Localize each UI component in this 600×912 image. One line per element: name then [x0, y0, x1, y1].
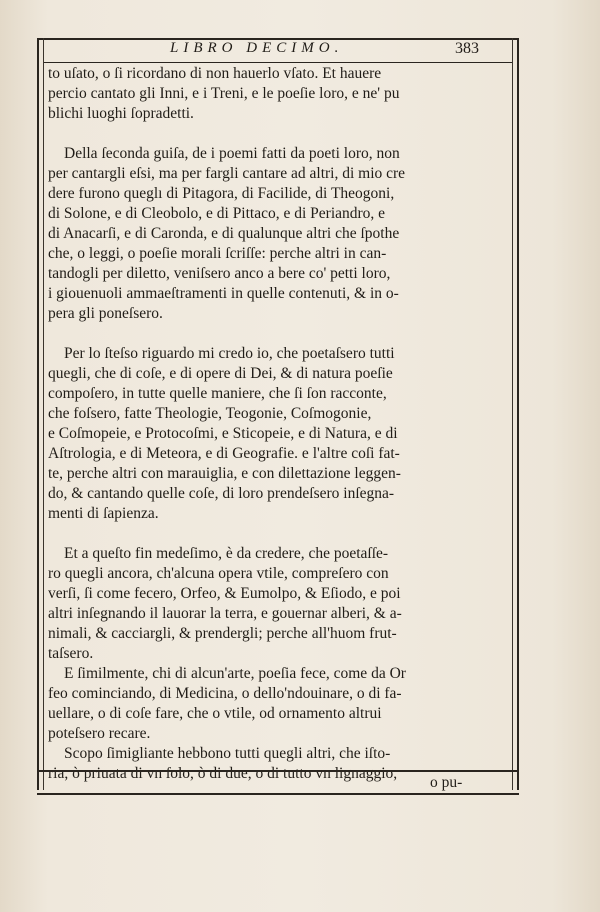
text-line: feo cominciando, di Medicina, o dello'ndouinare, o di fa-: [48, 685, 402, 702]
text-line: menti di ſapienza.: [48, 505, 159, 522]
text-line: taſsero.: [48, 645, 94, 662]
paragraph: [48, 544, 512, 664]
text-line: Aſtrologia, e di Meteora, e di Geografie. e l'altre coſi fat-: [48, 445, 400, 462]
paragraph-gap: [48, 124, 512, 144]
body-text: [48, 64, 512, 784]
text-line: i giouenuoli ammaeſtramenti in quelle contenuti, & in o-: [48, 285, 399, 302]
text-line: quegli, che di coſe, e di opere di Dei, & di natura poeſie: [48, 365, 393, 382]
text-line: to uſato, o ſi ricordano di non hauerlo vſato. Et hauere: [48, 65, 382, 82]
bottom-rule: [37, 770, 519, 772]
paragraph: [48, 664, 512, 744]
text-line: do, & cantando quelle coſe, di loro prendeſsero inſegna-: [48, 485, 395, 502]
text-line: ro quegli ancora, ch'alcuna opera vtile, compreſero con: [48, 565, 389, 582]
text-line: e Coſmopeie, e Protocoſmi, e Sticopeie, e di Natura, e di: [48, 425, 398, 442]
paragraph-gap: [48, 324, 512, 344]
text-line: percio cantato gli Inni, e i Treni, e le poeſie loro, e ne' pu: [48, 85, 400, 102]
running-head: LIBRO DECIMO.: [170, 40, 344, 56]
text-line: uellare, o di coſe fare, che o vtile, od ornamento altrui: [48, 705, 382, 722]
text-line: blichi luoghi ſopradetti.: [48, 105, 194, 122]
paragraph-gap: [48, 524, 512, 544]
text-line: Et a queſto fin medeſimo, è da credere, che poetaſſe-: [64, 545, 389, 562]
paragraph: [48, 64, 512, 124]
text-line: per cantargli eſsi, ma per fargli cantare ad altri, di mio cre: [48, 165, 406, 182]
text-line: che, o leggi, o poeſie morali ſcriſſe: perche altri in can-: [48, 245, 387, 262]
text-line: Della ſeconda guiſa, de i poemi fatti da poeti loro, non: [64, 145, 400, 162]
text-line: ria, ò priuata di vn ſolo, ò di due, o di tutto vn lignaggio,: [48, 765, 398, 782]
text-line: tandogli per diletto, veniſsero anco a bere co' petti loro,: [48, 265, 391, 282]
bottom-rule-outer: [37, 793, 519, 795]
text-line: che foſsero, fatte Theologie, Teogonie, Coſmogonie,: [48, 405, 372, 422]
text-line: compoſero, in tutte quelle maniere, che ſi ſon racconte,: [48, 385, 387, 402]
paragraph: [48, 144, 512, 324]
text-line: Per lo ſteſso riguardo mi credo io, che poetaſsero tutti: [64, 345, 395, 362]
catchword: o pu-: [430, 774, 463, 791]
text-line: Scopo ſimigliante hebbono tutti quegli altri, che iſto-: [64, 745, 391, 762]
text-line: verſi, ſi come fecero, Orfeo, & Eumolpo, & Eſiodo, e poi: [48, 585, 401, 602]
text-line: altri inſegnando il lauorar la terra, e gouernar alberi, & a-: [48, 605, 402, 622]
text-line: di Solone, e di Cleobolo, e di Pittaco, e di Periandro, e: [48, 205, 386, 222]
text-line: nimali, & cacciargli, & prendergli; perche all'huom frut-: [48, 625, 397, 642]
text-line: poteſsero recare.: [48, 725, 151, 742]
text-line: E ſimilmente, chi di alcun'arte, poeſia fece, come da Or: [64, 665, 406, 682]
text-line: dere furono queglı di Pitagora, di Facilide, di Theogoni,: [48, 185, 395, 202]
text-line: pera gli poneſsero.: [48, 305, 163, 322]
text-line: di Anacarſi, e di Caronda, e di qualunque altri che ſpothe: [48, 225, 400, 242]
paragraph: [48, 344, 512, 524]
header-rule: [44, 62, 512, 63]
page-number: 383: [455, 40, 479, 57]
text-line: te, perche altri con marauiglia, e con dilettazione leggen-: [48, 465, 401, 482]
